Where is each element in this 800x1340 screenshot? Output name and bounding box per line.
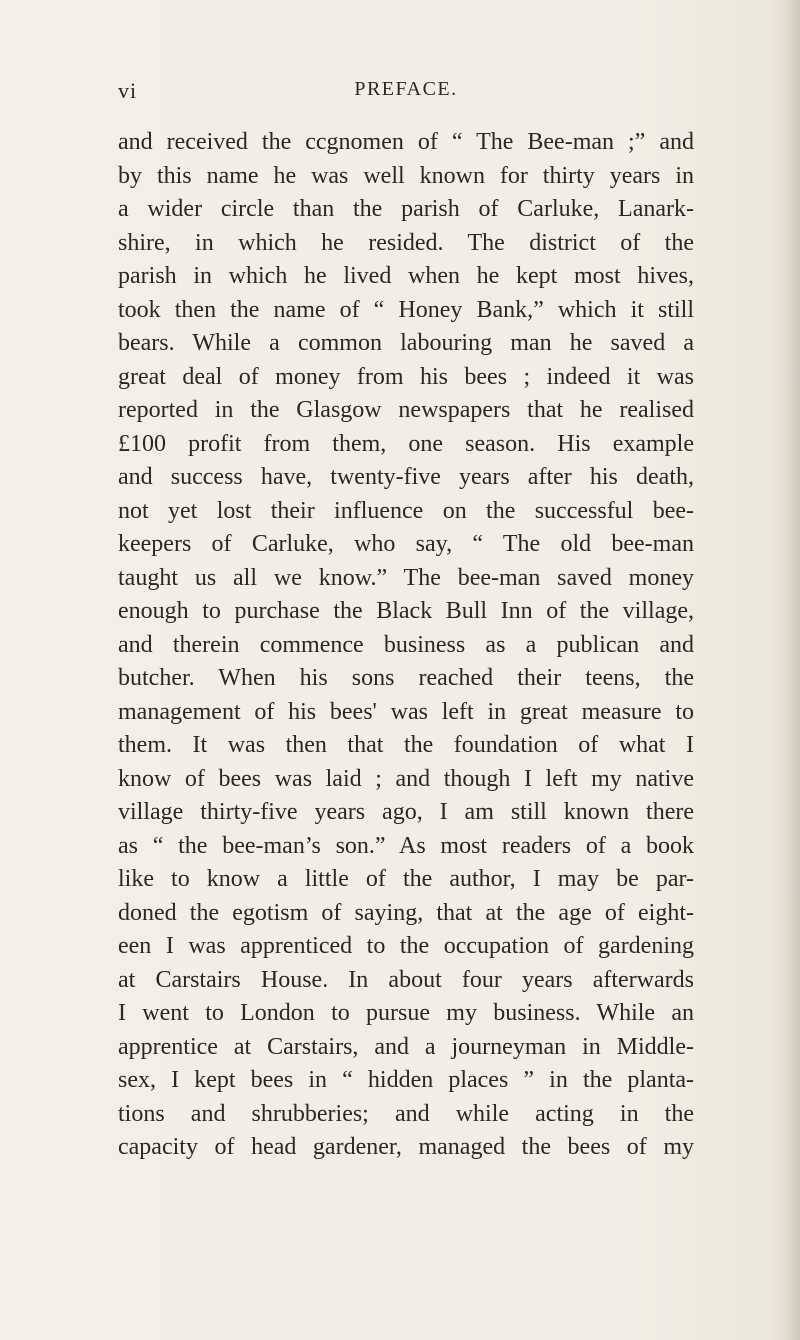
text-line: them. It was then that the foundation of what I	[118, 732, 694, 758]
text-line: as “ the bee-man’s son.” As most readers of a book	[118, 832, 694, 859]
text-line: butcher. When his sons reached their teens, the	[118, 665, 694, 691]
text-line: doned the egotism of saying, that at the age of eight-	[118, 899, 694, 926]
page-header	[118, 78, 694, 108]
text-line: not yet lost their influence on the successful bee-	[118, 497, 694, 524]
text-line: shire, in which he resided. The district of the	[118, 229, 694, 256]
text-line: by this name he was well known for thirty years in	[118, 162, 694, 189]
text-line: and received the ccgnomen of “ The Bee-man ;” and	[118, 129, 694, 155]
text-line: great deal of money from his bees ; indeed it was	[118, 363, 694, 390]
text-line: and therein commence business as a publican and	[118, 631, 694, 658]
text-line: bears. While a common labouring man he saved a	[118, 330, 694, 356]
text-line: know of bees was laid ; and though I left my native	[118, 765, 694, 792]
text-line: een I was apprenticed to the occupation of gardening	[118, 933, 694, 959]
text-line: a wider circle than the parish of Carluke, Lanark-	[118, 196, 694, 222]
page-edge-shadow	[782, 0, 800, 1340]
text-line: and success have, twenty-five years after his death,	[118, 464, 694, 490]
running-title: PREFACE.	[354, 78, 458, 100]
text-line: apprentice at Carstairs, and a journeyman in Middle-	[118, 1033, 694, 1060]
text-line: taught us all we know.” The bee-man saved money	[118, 564, 694, 591]
text-line: I went to London to pursue my business. While an	[118, 1000, 694, 1026]
text-line: reported in the Glasgow newspapers that he realised	[118, 397, 694, 423]
text-line: £100 profit from them, one season. His example	[118, 430, 694, 457]
text-line: like to know a little of the author, I may be par-	[118, 866, 694, 892]
text-line: keepers of Carluke, who say, “ The old bee-man	[118, 531, 694, 557]
text-line: management of his bees' was left in great measure to	[118, 698, 694, 725]
text-line: tions and shrubberies; and while acting in the	[118, 1100, 694, 1127]
text-line: took then the name of “ Honey Bank,” which it still	[118, 296, 694, 323]
text-line: at Carstairs House. In about four years afterwards	[118, 966, 694, 993]
page-number: vi	[118, 78, 138, 103]
text-line: sex, I kept bees in “ hidden places ” in the planta-	[118, 1067, 694, 1093]
text-line: village thirty-five years ago, I am still known there	[118, 799, 694, 825]
text-line: capacity of head gardener, managed the bees of my	[118, 1134, 694, 1160]
text-line: parish in which he lived when he kept most hives,	[118, 263, 694, 289]
text-line: enough to purchase the Black Bull Inn of the village,	[118, 598, 694, 624]
body-text	[118, 126, 694, 1165]
